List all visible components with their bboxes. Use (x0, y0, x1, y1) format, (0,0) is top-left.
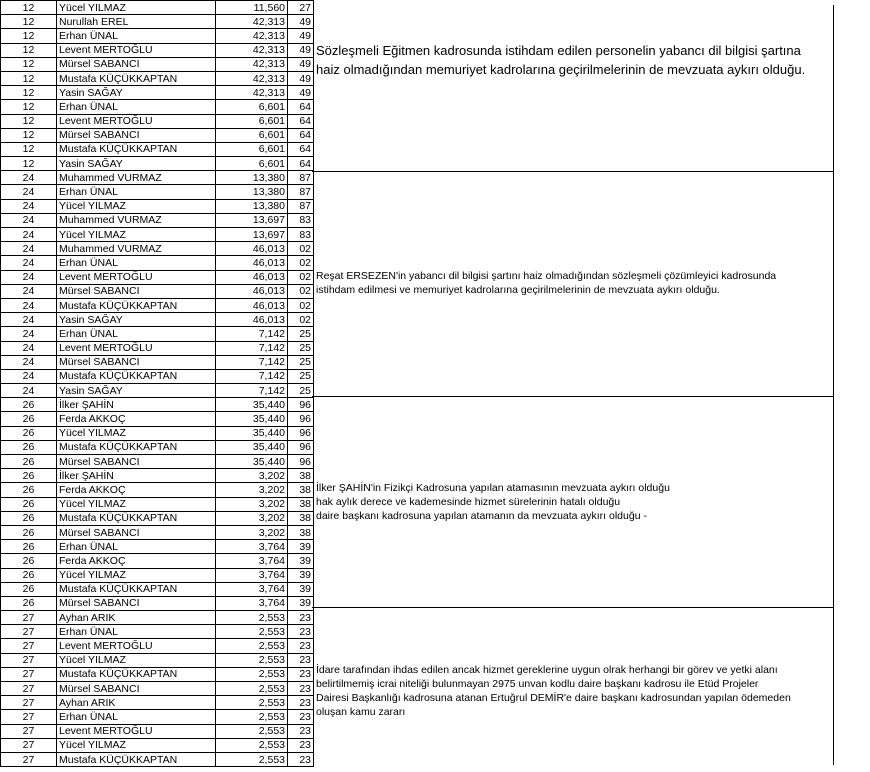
amount-cell: 42,313 (216, 86, 288, 100)
row-number-cell: 26 (1, 596, 57, 610)
amount-cell: 6,601 (216, 128, 288, 142)
amount-cell: 3,202 (216, 511, 288, 525)
table-row (1, 100, 314, 114)
amount-cell: 6,601 (216, 100, 288, 114)
table-row (1, 15, 314, 29)
row-number-cell: 12 (1, 29, 57, 43)
person-name-cell: Muhammed VURMAZ (57, 171, 216, 185)
note-group-12 (316, 41, 805, 79)
row-number-cell: 27 (1, 682, 57, 696)
table-row (1, 284, 314, 298)
amount-cell: 2,553 (216, 682, 288, 696)
person-name-cell: Yücel YILMAZ (57, 738, 216, 752)
amount-cell: 6,601 (216, 142, 288, 156)
table-row (1, 228, 314, 242)
amount-cell: 35,440 (216, 440, 288, 454)
code-cell: 23 (288, 724, 314, 738)
amount-cell: 35,440 (216, 398, 288, 412)
table-row (1, 596, 314, 610)
table-row (1, 128, 314, 142)
person-name-cell: Yasin SAĞAY (57, 157, 216, 171)
person-name-cell: Ferda AKKOÇ (57, 554, 216, 568)
row-number-cell: 27 (1, 667, 57, 681)
code-cell: 49 (288, 15, 314, 29)
code-cell: 23 (288, 696, 314, 710)
code-cell: 96 (288, 398, 314, 412)
table-body (1, 1, 314, 767)
person-name-cell: Ferda AKKOÇ (57, 483, 216, 497)
row-number-cell: 26 (1, 540, 57, 554)
table-row (1, 440, 314, 454)
amount-cell: 7,142 (216, 355, 288, 369)
code-cell: 23 (288, 682, 314, 696)
person-name-cell: Yasin SAĞAY (57, 384, 216, 398)
table-row (1, 582, 314, 596)
amount-cell: 2,553 (216, 696, 288, 710)
code-cell: 25 (288, 384, 314, 398)
row-number-cell: 27 (1, 738, 57, 752)
code-cell: 02 (288, 284, 314, 298)
code-cell: 64 (288, 128, 314, 142)
person-name-cell: Yücel YILMAZ (57, 199, 216, 213)
person-name-cell: Muhammed VURMAZ (57, 213, 216, 227)
table-row (1, 469, 314, 483)
amount-cell: 3,202 (216, 483, 288, 497)
row-number-cell: 26 (1, 525, 57, 539)
amount-cell: 3,764 (216, 596, 288, 610)
code-cell: 02 (288, 256, 314, 270)
code-cell: 49 (288, 29, 314, 43)
person-name-cell: Erhan ÜNAL (57, 625, 216, 639)
table-row (1, 157, 314, 171)
code-cell: 23 (288, 710, 314, 724)
table-row (1, 696, 314, 710)
row-number-cell: 24 (1, 313, 57, 327)
code-cell: 23 (288, 752, 314, 766)
note-line: oluşan kamu zararı (316, 706, 406, 719)
table-row (1, 455, 314, 469)
code-cell: 38 (288, 511, 314, 525)
row-number-cell: 12 (1, 1, 57, 15)
table-row (1, 171, 314, 185)
person-name-cell: Mürsel SABANCI (57, 525, 216, 539)
person-name-cell: Mustafa KÜÇÜKKAPTAN (57, 511, 216, 525)
row-number-cell: 24 (1, 256, 57, 270)
row-number-cell: 27 (1, 653, 57, 667)
person-name-cell: Levent MERTOĞLU (57, 341, 216, 355)
code-cell: 64 (288, 100, 314, 114)
code-cell: 27 (288, 1, 314, 15)
row-number-cell: 26 (1, 497, 57, 511)
code-cell: 02 (288, 242, 314, 256)
code-cell: 02 (288, 298, 314, 312)
row-number-cell: 27 (1, 724, 57, 738)
row-number-cell: 24 (1, 213, 57, 227)
table-row (1, 412, 314, 426)
amount-cell: 3,764 (216, 582, 288, 596)
amount-cell: 42,313 (216, 29, 288, 43)
row-number-cell: 26 (1, 554, 57, 568)
code-cell: 39 (288, 568, 314, 582)
row-number-cell: 24 (1, 384, 57, 398)
person-name-cell: Ayhan ARIK (57, 611, 216, 625)
payment-table (0, 0, 314, 767)
table-row (1, 384, 314, 398)
note-line: daire başkanı kadrosuna yapılan atamanın da mevzuata aykırı olduğu - (316, 510, 647, 523)
amount-cell: 2,553 (216, 752, 288, 766)
code-cell: 23 (288, 653, 314, 667)
person-name-cell: Mustafa KÜÇÜKKAPTAN (57, 142, 216, 156)
person-name-cell: Mustafa KÜÇÜKKAPTAN (57, 298, 216, 312)
table-row (1, 199, 314, 213)
table-row (1, 525, 314, 539)
note-line: istihdam edilmesi ve memuriyet kadrolarına geçirilmelerinin de mevzuata aykırı olduğu. (316, 284, 720, 297)
code-cell: 96 (288, 426, 314, 440)
table-row (1, 242, 314, 256)
row-number-cell: 12 (1, 86, 57, 100)
code-cell: 96 (288, 455, 314, 469)
amount-cell: 2,553 (216, 653, 288, 667)
row-number-cell: 24 (1, 171, 57, 185)
code-cell: 96 (288, 412, 314, 426)
person-name-cell: Erhan ÜNAL (57, 540, 216, 554)
row-number-cell: 12 (1, 114, 57, 128)
person-name-cell: Mürsel SABANCI (57, 355, 216, 369)
person-name-cell: Levent MERTOĞLU (57, 270, 216, 284)
person-name-cell: Mürsel SABANCI (57, 455, 216, 469)
table-row (1, 298, 314, 312)
row-number-cell: 27 (1, 696, 57, 710)
amount-cell: 3,202 (216, 497, 288, 511)
table-row (1, 568, 314, 582)
amount-cell: 3,764 (216, 554, 288, 568)
code-cell: 02 (288, 313, 314, 327)
table-row (1, 611, 314, 625)
row-number-cell: 27 (1, 752, 57, 766)
person-name-cell: Yücel YILMAZ (57, 568, 216, 582)
code-cell: 87 (288, 185, 314, 199)
person-name-cell: Mürsel SABANCI (57, 596, 216, 610)
person-name-cell: Nurullah EREL (57, 15, 216, 29)
row-number-cell: 24 (1, 298, 57, 312)
table-row (1, 313, 314, 327)
amount-cell: 46,013 (216, 284, 288, 298)
amount-cell: 2,553 (216, 639, 288, 653)
person-name-cell: Erhan ÜNAL (57, 710, 216, 724)
amount-cell: 11,560 (216, 1, 288, 15)
amount-cell: 46,013 (216, 270, 288, 284)
table-row (1, 682, 314, 696)
amount-cell: 3,764 (216, 540, 288, 554)
amount-cell: 13,697 (216, 228, 288, 242)
code-cell: 64 (288, 114, 314, 128)
code-cell: 64 (288, 157, 314, 171)
amount-cell: 2,553 (216, 611, 288, 625)
table-row (1, 667, 314, 681)
table-row (1, 86, 314, 100)
amount-cell: 3,202 (216, 525, 288, 539)
person-name-cell: İlker ŞAHİN (57, 398, 216, 412)
person-name-cell: Mustafa KÜÇÜKKAPTAN (57, 369, 216, 383)
table-row (1, 724, 314, 738)
row-number-cell: 27 (1, 611, 57, 625)
note-line: Reşat ERSEZEN'in yabancı dil bilgisi şartını haiz olmadığından sözleşmeli çözümleyici kadrosunda (316, 270, 777, 282)
person-name-cell: Muhammed VURMAZ (57, 242, 216, 256)
row-number-cell: 26 (1, 582, 57, 596)
amount-cell: 7,142 (216, 384, 288, 398)
row-number-cell: 24 (1, 185, 57, 199)
code-cell: 23 (288, 639, 314, 653)
row-number-cell: 24 (1, 327, 57, 341)
table-row (1, 43, 314, 57)
code-cell: 39 (288, 540, 314, 554)
amount-cell: 3,764 (216, 568, 288, 582)
row-number-cell: 26 (1, 568, 57, 582)
table-row (1, 398, 314, 412)
person-name-cell: Mürsel SABANCI (57, 57, 216, 71)
table-row (1, 341, 314, 355)
row-number-cell: 12 (1, 142, 57, 156)
amount-cell: 3,202 (216, 469, 288, 483)
row-number-cell: 24 (1, 228, 57, 242)
code-cell: 87 (288, 171, 314, 185)
amount-cell: 35,440 (216, 455, 288, 469)
note-line: Dairesi Başkanlığı kadrosuna atanan Ertuğrul DEMİR'e daire başkanı kadrosundan yapılan ödemeden (316, 692, 791, 705)
code-cell: 49 (288, 57, 314, 71)
code-cell: 49 (288, 86, 314, 100)
code-cell: 83 (288, 213, 314, 227)
note-line: belirtilmemiş icrai niteliği bulunmayan 2975 unvan kodlu daire başkanı kadrosu ile Etüd Projeler (316, 678, 759, 691)
row-number-cell: 27 (1, 625, 57, 639)
person-name-cell: Erhan ÜNAL (57, 256, 216, 270)
table-row (1, 540, 314, 554)
person-name-cell: Levent MERTOĞLU (57, 43, 216, 57)
row-number-cell: 24 (1, 199, 57, 213)
code-cell: 49 (288, 71, 314, 85)
amount-cell: 2,553 (216, 667, 288, 681)
person-name-cell: Yücel YILMAZ (57, 497, 216, 511)
person-name-cell: Yasin SAĞAY (57, 86, 216, 100)
row-number-cell: 26 (1, 412, 57, 426)
row-number-cell: 27 (1, 639, 57, 653)
row-number-cell: 12 (1, 128, 57, 142)
person-name-cell: Yücel YILMAZ (57, 228, 216, 242)
row-number-cell: 26 (1, 455, 57, 469)
amount-cell: 13,380 (216, 185, 288, 199)
table-row (1, 270, 314, 284)
note-line: haiz olmadığından memuriyet kadrolarına geçirilmelerinin de mevzuata aykırı olduğu. (316, 62, 806, 77)
note-group-26 (316, 481, 670, 523)
table-row (1, 71, 314, 85)
note-group-27 (316, 663, 791, 719)
amount-cell: 46,013 (216, 298, 288, 312)
person-name-cell: Yücel YILMAZ (57, 1, 216, 15)
amount-cell: 6,601 (216, 157, 288, 171)
code-cell: 23 (288, 738, 314, 752)
person-name-cell: Levent MERTOĞLU (57, 114, 216, 128)
table-row (1, 114, 314, 128)
amount-cell: 2,553 (216, 625, 288, 639)
table-row (1, 554, 314, 568)
code-cell: 39 (288, 554, 314, 568)
row-number-cell: 12 (1, 15, 57, 29)
table-row (1, 142, 314, 156)
note-line: hak aylık derece ve kademesinde hizmet sürelerinin hatalı olduğu (316, 496, 621, 509)
table-row (1, 185, 314, 199)
group-separator (312, 396, 833, 397)
person-name-cell: İlker ŞAHİN (57, 469, 216, 483)
table-row (1, 29, 314, 43)
person-name-cell: Erhan ÜNAL (57, 100, 216, 114)
code-cell: 83 (288, 228, 314, 242)
row-number-cell: 26 (1, 511, 57, 525)
amount-cell: 35,440 (216, 412, 288, 426)
code-cell: 02 (288, 270, 314, 284)
code-cell: 38 (288, 525, 314, 539)
code-cell: 38 (288, 497, 314, 511)
table-row (1, 738, 314, 752)
table-row (1, 752, 314, 766)
code-cell: 23 (288, 667, 314, 681)
amount-cell: 2,553 (216, 724, 288, 738)
code-cell: 39 (288, 582, 314, 596)
person-name-cell: Yücel YILMAZ (57, 653, 216, 667)
code-cell: 23 (288, 625, 314, 639)
group-separator (312, 607, 833, 608)
table-row (1, 327, 314, 341)
person-name-cell: Yasin SAĞAY (57, 313, 216, 327)
note-line: İlker ŞAHİN'in Fizikçi Kadrosuna yapılan atamasının mevzuata aykırı olduğu (316, 482, 670, 494)
row-number-cell: 12 (1, 71, 57, 85)
row-number-cell: 12 (1, 157, 57, 171)
row-number-cell: 26 (1, 398, 57, 412)
row-number-cell: 12 (1, 100, 57, 114)
row-number-cell: 24 (1, 242, 57, 256)
group-separator (312, 171, 833, 172)
table-row (1, 355, 314, 369)
person-name-cell: Mustafa KÜÇÜKKAPTAN (57, 440, 216, 454)
amount-cell: 35,440 (216, 426, 288, 440)
person-name-cell: Mustafa KÜÇÜKKAPTAN (57, 752, 216, 766)
table-row (1, 369, 314, 383)
table-row (1, 1, 314, 15)
amount-cell: 42,313 (216, 43, 288, 57)
person-name-cell: Yücel YILMAZ (57, 426, 216, 440)
amount-cell: 42,313 (216, 57, 288, 71)
note-group-24 (316, 269, 776, 297)
row-number-cell: 26 (1, 469, 57, 483)
table-row (1, 256, 314, 270)
amount-cell: 42,313 (216, 15, 288, 29)
table-row (1, 653, 314, 667)
amount-cell: 7,142 (216, 327, 288, 341)
person-name-cell: Mustafa KÜÇÜKKAPTAN (57, 582, 216, 596)
amount-cell: 7,142 (216, 369, 288, 383)
table-row (1, 625, 314, 639)
row-number-cell: 24 (1, 369, 57, 383)
code-cell: 96 (288, 440, 314, 454)
person-name-cell: Mustafa KÜÇÜKKAPTAN (57, 667, 216, 681)
code-cell: 87 (288, 199, 314, 213)
person-name-cell: Mürsel SABANCI (57, 682, 216, 696)
code-cell: 39 (288, 596, 314, 610)
code-cell: 38 (288, 483, 314, 497)
amount-cell: 2,553 (216, 738, 288, 752)
amount-cell: 13,380 (216, 199, 288, 213)
note-line: Sözleşmeli Eğitmen kadrosunda istihdam edilen personelin yabancı dil bilgisi şartına (316, 43, 801, 58)
amount-cell: 2,553 (216, 710, 288, 724)
person-name-cell: Ferda AKKOÇ (57, 412, 216, 426)
code-cell: 25 (288, 327, 314, 341)
table-row (1, 57, 314, 71)
amount-cell: 46,013 (216, 256, 288, 270)
person-name-cell: Levent MERTOĞLU (57, 724, 216, 738)
amount-cell: 13,380 (216, 171, 288, 185)
row-number-cell: 12 (1, 57, 57, 71)
code-cell: 25 (288, 355, 314, 369)
person-name-cell: Erhan ÜNAL (57, 327, 216, 341)
person-name-cell: Mürsel SABANCI (57, 128, 216, 142)
row-number-cell: 24 (1, 355, 57, 369)
table-row (1, 639, 314, 653)
amount-cell: 46,013 (216, 242, 288, 256)
row-number-cell: 26 (1, 440, 57, 454)
person-name-cell: Mürsel SABANCI (57, 284, 216, 298)
amount-cell: 42,313 (216, 71, 288, 85)
code-cell: 25 (288, 341, 314, 355)
note-line: İdare tarafından ihdas edilen ancak hizmet gereklerine uygun olrak herhangi bir görev ve yetki alanı (316, 664, 778, 676)
row-number-cell: 24 (1, 284, 57, 298)
table-row (1, 426, 314, 440)
amount-cell: 7,142 (216, 341, 288, 355)
person-name-cell: Levent MERTOĞLU (57, 639, 216, 653)
code-cell: 64 (288, 142, 314, 156)
code-cell: 49 (288, 43, 314, 57)
person-name-cell: Erhan ÜNAL (57, 185, 216, 199)
table-row (1, 497, 314, 511)
table-row (1, 511, 314, 525)
row-number-cell: 26 (1, 426, 57, 440)
person-name-cell: Ayhan ARIK (57, 696, 216, 710)
code-cell: 23 (288, 611, 314, 625)
person-name-cell: Erhan ÜNAL (57, 29, 216, 43)
person-name-cell: Mustafa KÜÇÜKKAPTAN (57, 71, 216, 85)
amount-cell: 6,601 (216, 114, 288, 128)
table-row (1, 710, 314, 724)
code-cell: 38 (288, 469, 314, 483)
table-row (1, 213, 314, 227)
amount-cell: 13,697 (216, 213, 288, 227)
right-border-line (833, 5, 834, 765)
code-cell: 25 (288, 369, 314, 383)
row-number-cell: 24 (1, 270, 57, 284)
table-row (1, 483, 314, 497)
amount-cell: 46,013 (216, 313, 288, 327)
row-number-cell: 26 (1, 483, 57, 497)
row-number-cell: 27 (1, 710, 57, 724)
row-number-cell: 12 (1, 43, 57, 57)
row-number-cell: 24 (1, 341, 57, 355)
